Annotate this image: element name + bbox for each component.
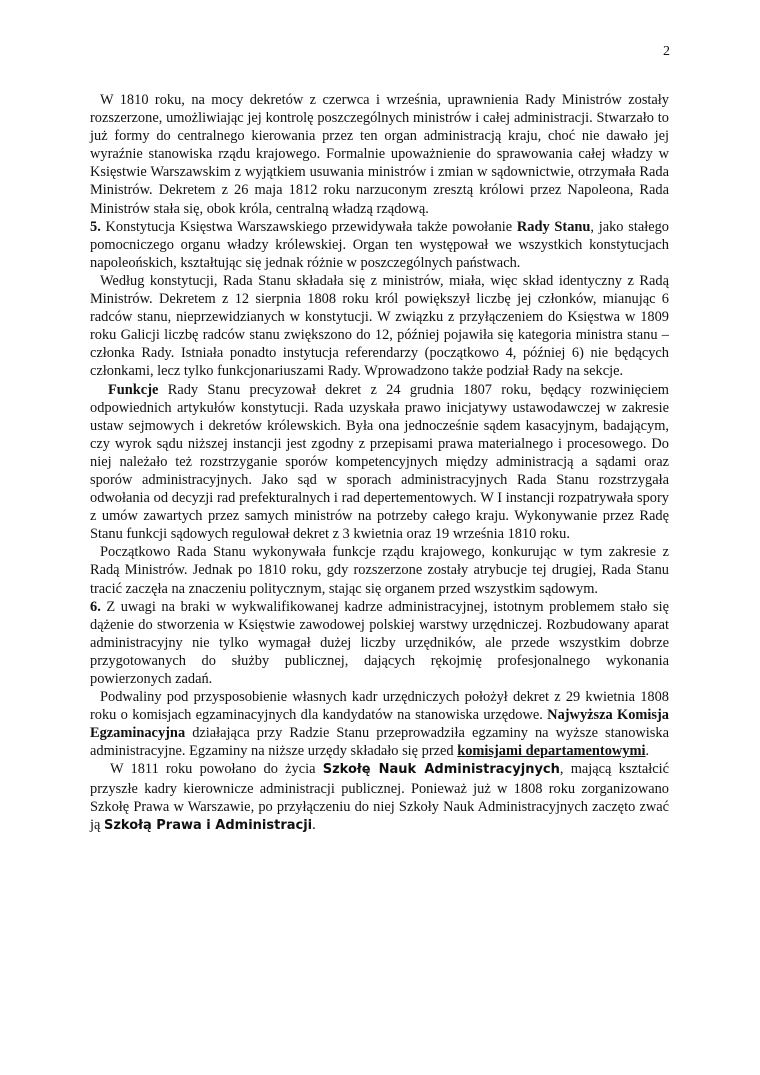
paragraph-komisje-egzaminacyjne <box>90 688 669 760</box>
paragraph-text: Rady Stanu precyzował dekret z 24 grudnia 1807 roku, będący rozwinięciem odpowiednich artykułów konstytucji. Rada uzyskała prawo inicjatywy ustawodawczej w zakresie ustaw sejmowych i dekretów królewskich. Była ona jednocześnie sądem kasacyjnym, badającym, czy wyrok sądu niższej instancji jest zgodny z przepisami prawa materialnego i procesowego. Do niej należało też rozstrzyganie sporów kompetencyjnych między administracją a sądami oraz sporów administracyjnych. Jako sąd w sporach administracyjnych Rada Stanu rozstrzygała odwołania od decyzji rad prefekturalnych i rad depertementowych. W I instancji rozpatrywała spory z umów zawartych przez samych ministrów na potrzeby całego kraju. Wykonywanie przez Radę Stanu funkcji sądowych regulował dekret z 3 kwietnia oraz 19 września 1810 roku. <box>90 381 669 543</box>
paragraph-text: , jako stałego pomocniczego organu władzy królewskiej. Organ ten występował we wszystkich konstytucjach napoleońskich, kształtując się jednak różnie w poszczególnych państwach. <box>90 218 669 271</box>
paragraph-rada-stanu-rola <box>90 543 669 597</box>
paragraph-text: W 1810 roku, na mocy dekretów z czerwca i września, uprawnienia Rady Ministrów zostały rozszerzone, umożliwiając jej kontrolę poszczególnych ministrów i całej administracji. Stwarzało to już formy do centralnego kierowania przez ten organ administracją kraju, choć nie dawało jej wyraźnie stanowiska rządu krajowego. Formalnie upoważnienie do sprawowania całej władzy w Księstwie Warszawskim z wyjątkiem usuwania ministrów i zmian w sądownictwie, otrzymała Rada Ministrów. Dekretem z 26 maja 1812 roku narzuconym zresztą królowi przez Napoleona, Rada Ministrów stała się, obok króla, centralną władzą rządową. <box>90 92 669 217</box>
paragraph-funkcje <box>90 381 669 544</box>
paragraph-rada-ministrow-1810 <box>90 91 669 218</box>
paragraph-rada-stanu-sklad <box>90 272 669 381</box>
paragraph-szkola-nauk-administracyjnych <box>90 760 669 834</box>
bold-term-komisje-departamentowe: komisjami departamentowymi <box>457 743 646 760</box>
bold-term-rady-stanu: Rady Stanu <box>516 218 591 235</box>
paragraph-text: Podwaliny pod przysposobienie własnych kadr urzędniczych położył dekret z 29 kwietnia 1808 roku o komisjach egzaminacyjnych dla kandydatów na stanowiska urzędowe. <box>90 689 669 724</box>
paragraph-kadry <box>90 598 669 688</box>
bold-term-szkola-prawa: Szkołą Prawa i Administracji <box>104 817 313 833</box>
paragraph-text: działająca przy Radzie Stanu przeprowadziła egzaminy na wyższe stanowiska administracyjne. Egzaminy na niższe urzędy składało się przed <box>90 725 669 760</box>
paragraph-text: Początkowo Rada Stanu wykonywała funkcje rządu krajowego, konkurując w tym zakresie z Radą Ministrów. Jednak po 1810 roku, gdy rozszerzone zostały atrybucje tej drugiej, Rada Stanu tracić zaczęła na znaczeniu politycznym, stając się organem przed wszystkim sądowym. <box>90 544 669 597</box>
document-body <box>90 91 669 835</box>
paragraph-text: W 1811 roku powołano do życia <box>110 761 316 778</box>
section-number: 5. <box>90 218 101 235</box>
bold-term-szkola-nauk: Szkołę Nauk Administracyjnych <box>322 762 560 778</box>
paragraph-text: , mającą kształcić przyszłe kadry kierownicze administracji publicznej. Ponieważ już w 1808 roku zorganizowano Szkołę Prawa w Warszawie, po przyłączeniu do niej Szkoły Nauk Administracyjnych zaczęto zwać ją <box>90 761 669 833</box>
bold-term-funkcje: Funkcje <box>108 381 159 398</box>
paragraph-text: . <box>312 816 316 833</box>
paragraph-text: Z uwagi na braki w wykwalifikowanej kadrze administracyjnej, istotnym problemem stało się dążenie do stworzenia w Księstwie zawodowej polskiej warstwy urzędniczej. Rozbudowany aparat administracyjny nie tylko wymagał dużej liczby urzędników, ale przede wszystkim dobrze przygotowanych do służby publicznej, dających rękojmię profesjonalnego wykonania powierzonych zadań. <box>90 598 669 687</box>
section-number: 6. <box>90 598 101 615</box>
page-number: 2 <box>663 44 670 59</box>
paragraph-text: . <box>645 743 650 760</box>
paragraph-text: Według konstytucji, Rada Stanu składała się z ministrów, miała, więc skład identyczny z Radą Ministrów. Dekretem z 12 sierpnia 1808 roku król powiększył liczbę jej członków, mianując 6 radców stanu, nieprzewidzianych w konstytucji. W związku z przyłączeniem do Księstwa w 1809 roku Galicji liczbę radców stanu zwiększono do 12, później pojawiła się kategoria ministra stanu – członka Rady. Istniała ponadto instytucja referendarzy (początkowo 4, później 6) nie będących członkami, lecz tylko funkcjonariuszami Rady. Wprowadzono także podział Rady na sekcje. <box>90 272 669 380</box>
paragraph-text: Konstytucja Księstwa Warszawskiego przewidywała także powołanie <box>105 218 513 235</box>
bold-term-najwyzsza-komisja: Najwyższa Komisja Egzaminacyjna <box>90 707 669 742</box>
paragraph-rada-stanu-intro <box>90 218 669 272</box>
